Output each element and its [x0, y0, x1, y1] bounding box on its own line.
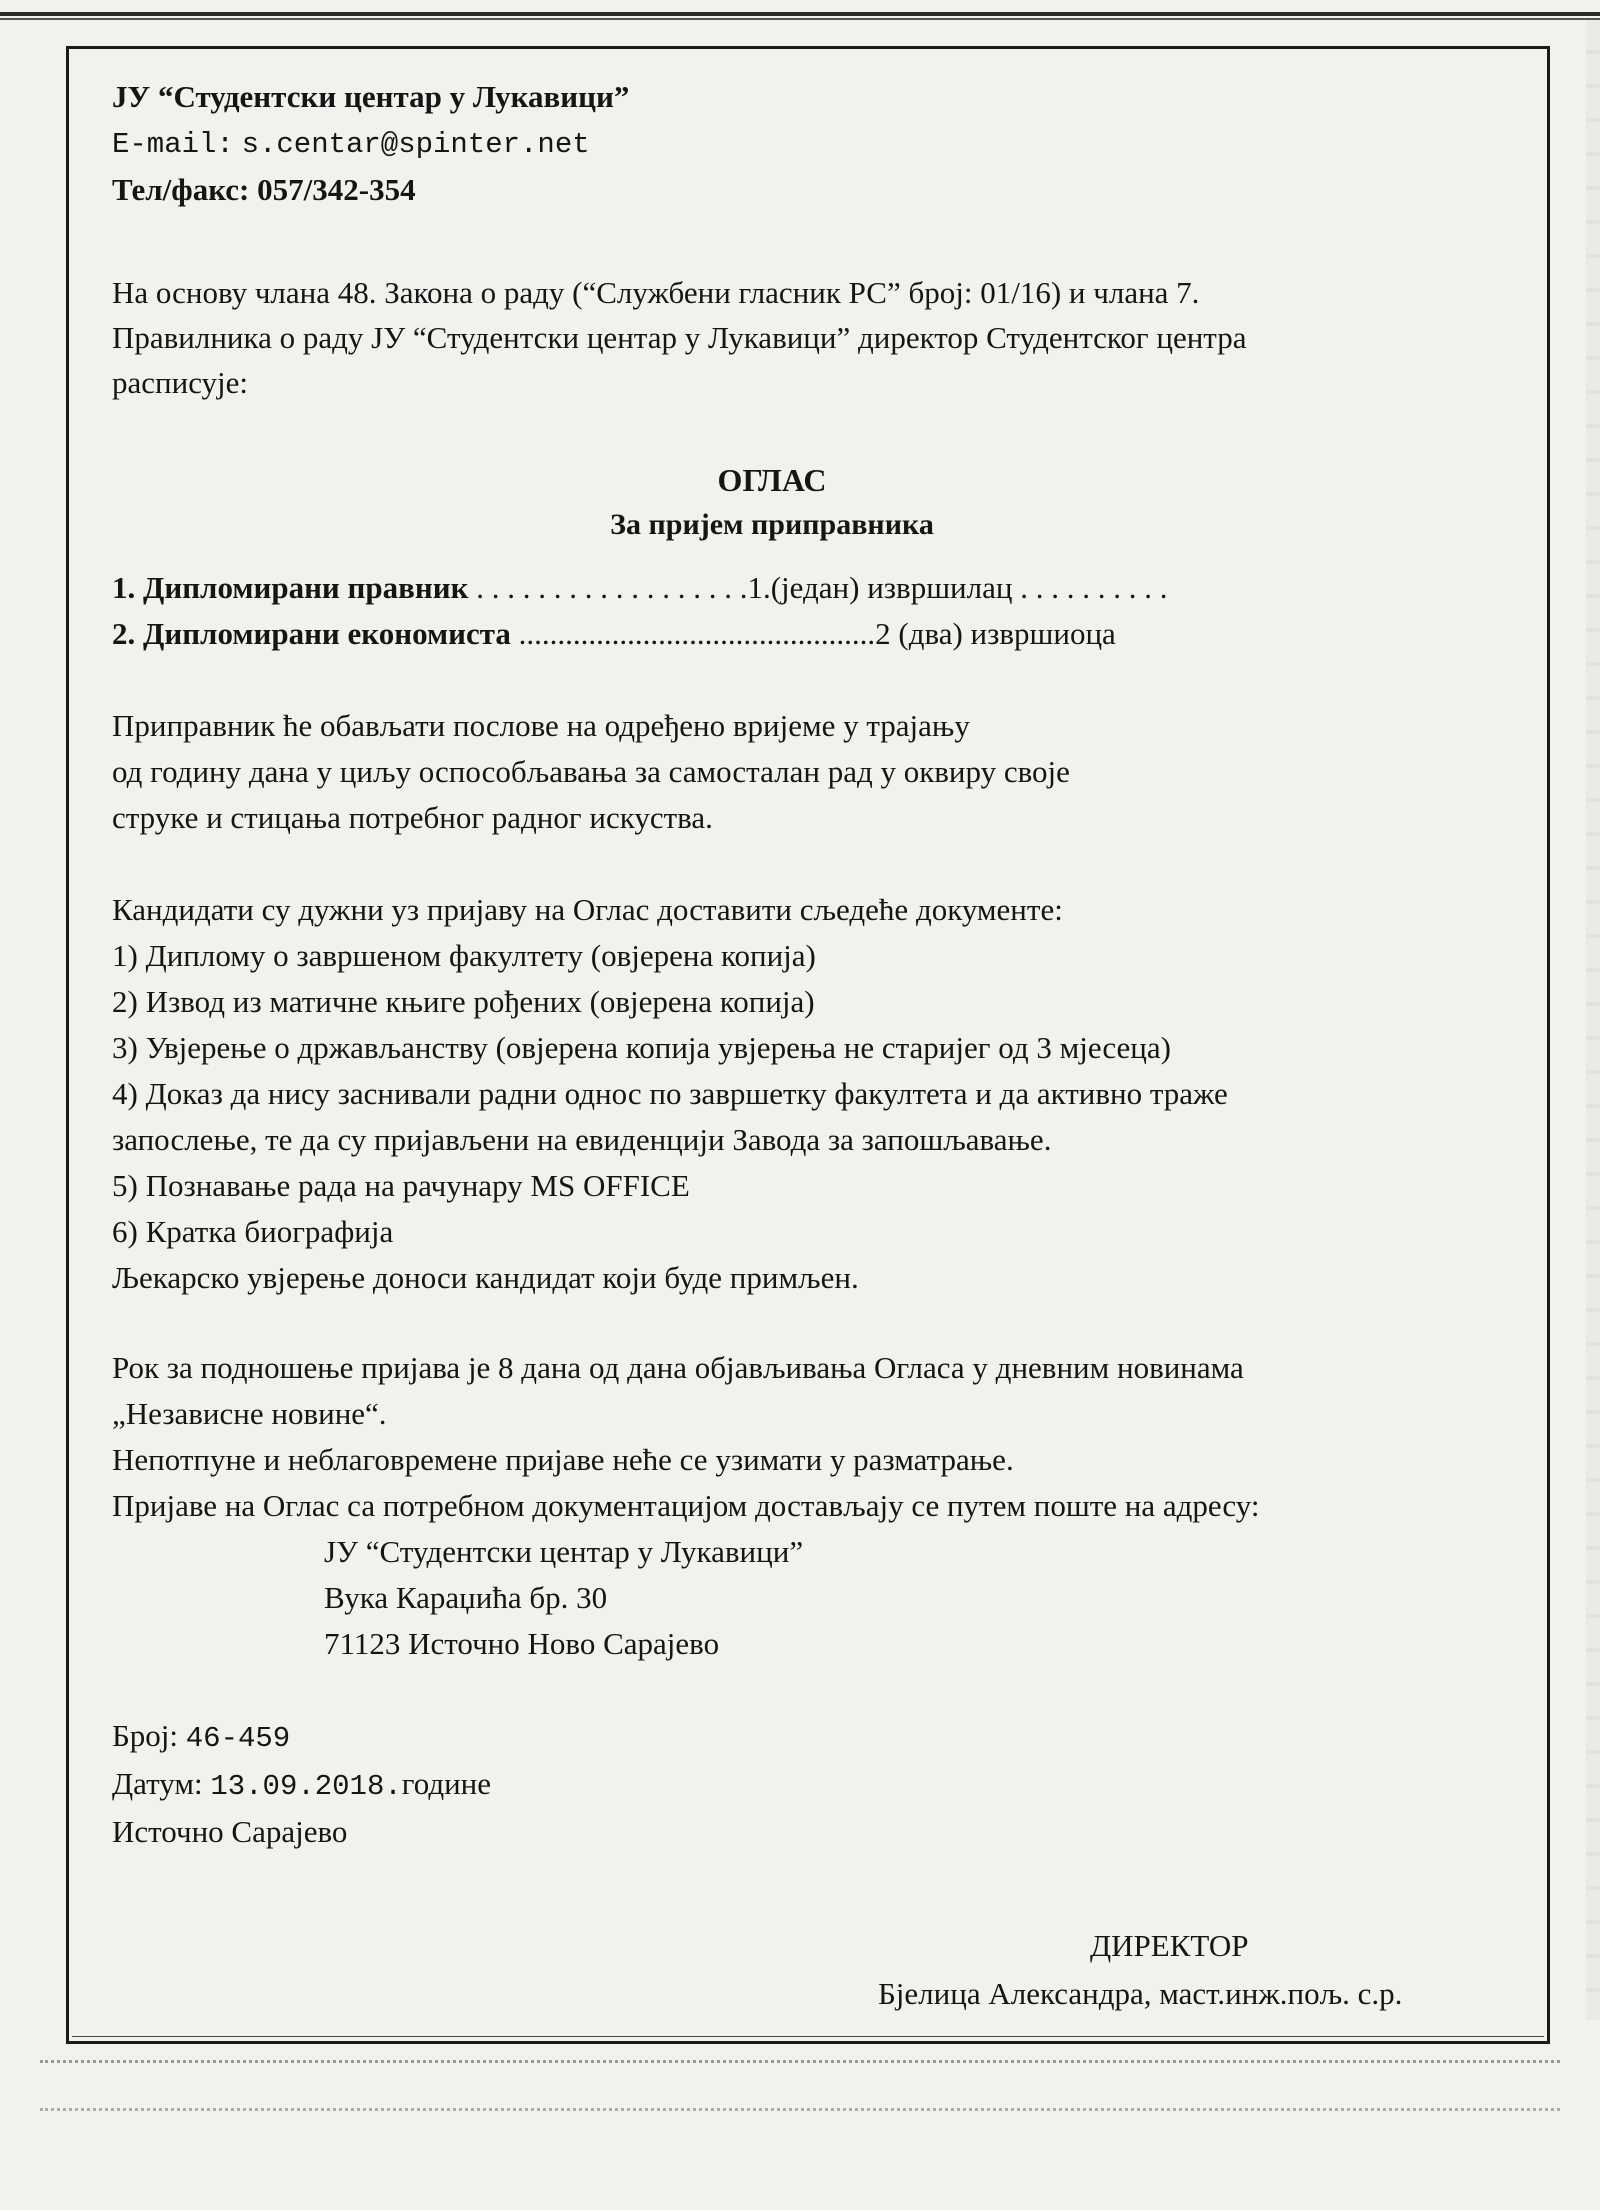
organization-name: ЈУ “Студентски центар у Лукавици” — [112, 79, 630, 114]
top-border-secondary — [0, 18, 1600, 20]
address-line: 71123 Источно Ново Сарајево — [324, 1626, 720, 1661]
mailing-address — [112, 1529, 1512, 1667]
bottom-dotted-rule — [40, 2108, 1560, 2111]
position-count: 2 (два) извршиоца — [875, 616, 1116, 651]
date-value: 13.09.2018. — [210, 1770, 402, 1803]
intro-line: На основу члана 48. Закона о раду (“Службени гласник РС” број: 01/16) и члана 7. — [112, 275, 1200, 310]
position-number: 1. — [112, 570, 136, 605]
required-documents — [112, 887, 1512, 1301]
email-line — [112, 119, 1512, 167]
address-line: Вука Караџића бр. 30 — [324, 1580, 608, 1615]
signature-name: Бјелица Александра, маст.инж.пољ. с.р. — [878, 1976, 1403, 2011]
phone-line — [112, 167, 1512, 212]
deadline-paragraph — [112, 1345, 1512, 1529]
reference-number-line — [112, 1713, 1512, 1761]
position-trail: . . . . . . . . . . — [1012, 570, 1168, 605]
medical-certificate-note: Љекарско увјерење доноси кандидат који буде примљен. — [112, 1260, 859, 1295]
deadline-line: Непотпуне и неблаговремене пријаве неће се узимати у разматрање. — [112, 1442, 1014, 1477]
position-number: 2. — [112, 616, 136, 651]
position-item — [112, 611, 1512, 657]
date-suffix: године — [401, 1766, 492, 1801]
duties-line: струке и стицања потребног радног искуства. — [112, 800, 713, 835]
announcement-title: ОГЛАС — [717, 462, 827, 498]
duties-paragraph — [112, 703, 1512, 841]
document-item: 1) Диплому о завршеном факултету (овјерена копија) — [112, 938, 816, 973]
phone-number: 057/342-354 — [257, 172, 416, 207]
legal-basis-paragraph — [112, 270, 1512, 405]
intro-line: расписује: — [112, 365, 249, 400]
deadline-line: Пријаве на Оглас са потребном документацијом достављају се путем поште на адресу: — [112, 1488, 1260, 1523]
documents-intro: Кандидати су дужни уз пријаву на Оглас доставити сљедеће документе: — [112, 892, 1063, 927]
positions-list — [112, 565, 1512, 657]
deadline-line: „Независне новине“. — [112, 1396, 387, 1431]
phone-label: Тел/факс: — [112, 172, 250, 207]
document-item: 5) Познавање рада на рачунару MS OFFICE — [112, 1168, 690, 1203]
bottom-dotted-rule — [40, 2060, 1560, 2063]
announcement-content — [112, 74, 1512, 1854]
position-item — [112, 565, 1512, 611]
document-item: 4) Доказ да нису заснивали радни однос по завршетку факултета и да активно траже — [112, 1076, 1228, 1111]
reference-block — [112, 1713, 1512, 1854]
announcement-subtitle: За пријем приправника — [610, 508, 934, 541]
duties-line: од годину дана у циљу оспособљавања за самосталан рад у оквиру своје — [112, 754, 1070, 789]
position-leader: . . . . . . . . . . . . . . . . . . — [468, 570, 748, 605]
reference-number: 46-459 — [185, 1722, 291, 1755]
position-title: Дипломирани економиста — [143, 616, 511, 651]
place: Источно Сарајево — [112, 1814, 348, 1849]
top-border — [0, 0, 1600, 16]
document-item-continuation: запослење, те да су пријављени на евиденцији Завода за запошљавање. — [112, 1122, 1052, 1157]
position-title: Дипломирани правник — [143, 570, 469, 605]
deadline-line: Рок за подношење пријава је 8 дана од дана објављивања Огласа у дневним новинама — [112, 1350, 1244, 1385]
document-item: 3) Увјерење о држављанству (овјерена копија увјерења не старијег од 3 мјесеца) — [112, 1030, 1171, 1065]
position-count: 1.(један) извршилац — [747, 570, 1013, 605]
organization-header — [112, 74, 1512, 212]
position-leader: .............................................. — [510, 616, 876, 651]
duties-line: Приправник ће обављати послове на одређено вријеме у трајању — [112, 708, 970, 743]
email-label: E-mail: — [112, 128, 234, 161]
address-line: ЈУ “Студентски центар у Лукавици” — [324, 1534, 804, 1569]
frame-bottom-inner-line — [72, 2036, 1544, 2037]
page-edge-bleed — [1586, 20, 1600, 2020]
document-item: 2) Извод из матичне књиге рођених (овјерена копија) — [112, 984, 815, 1019]
intro-line: Правилника о раду ЈУ “Студентски центар у Лукавици” директор Студентског центра — [112, 320, 1247, 355]
email-address: s.centar@spinter.net — [241, 128, 590, 161]
document-item: 6) Кратка биографија — [112, 1214, 394, 1249]
signature-title: ДИРЕКТОР — [1090, 1928, 1249, 1963]
date-label: Датум: — [112, 1766, 203, 1801]
reference-number-label: Број: — [112, 1718, 179, 1753]
date-line — [112, 1761, 1512, 1809]
